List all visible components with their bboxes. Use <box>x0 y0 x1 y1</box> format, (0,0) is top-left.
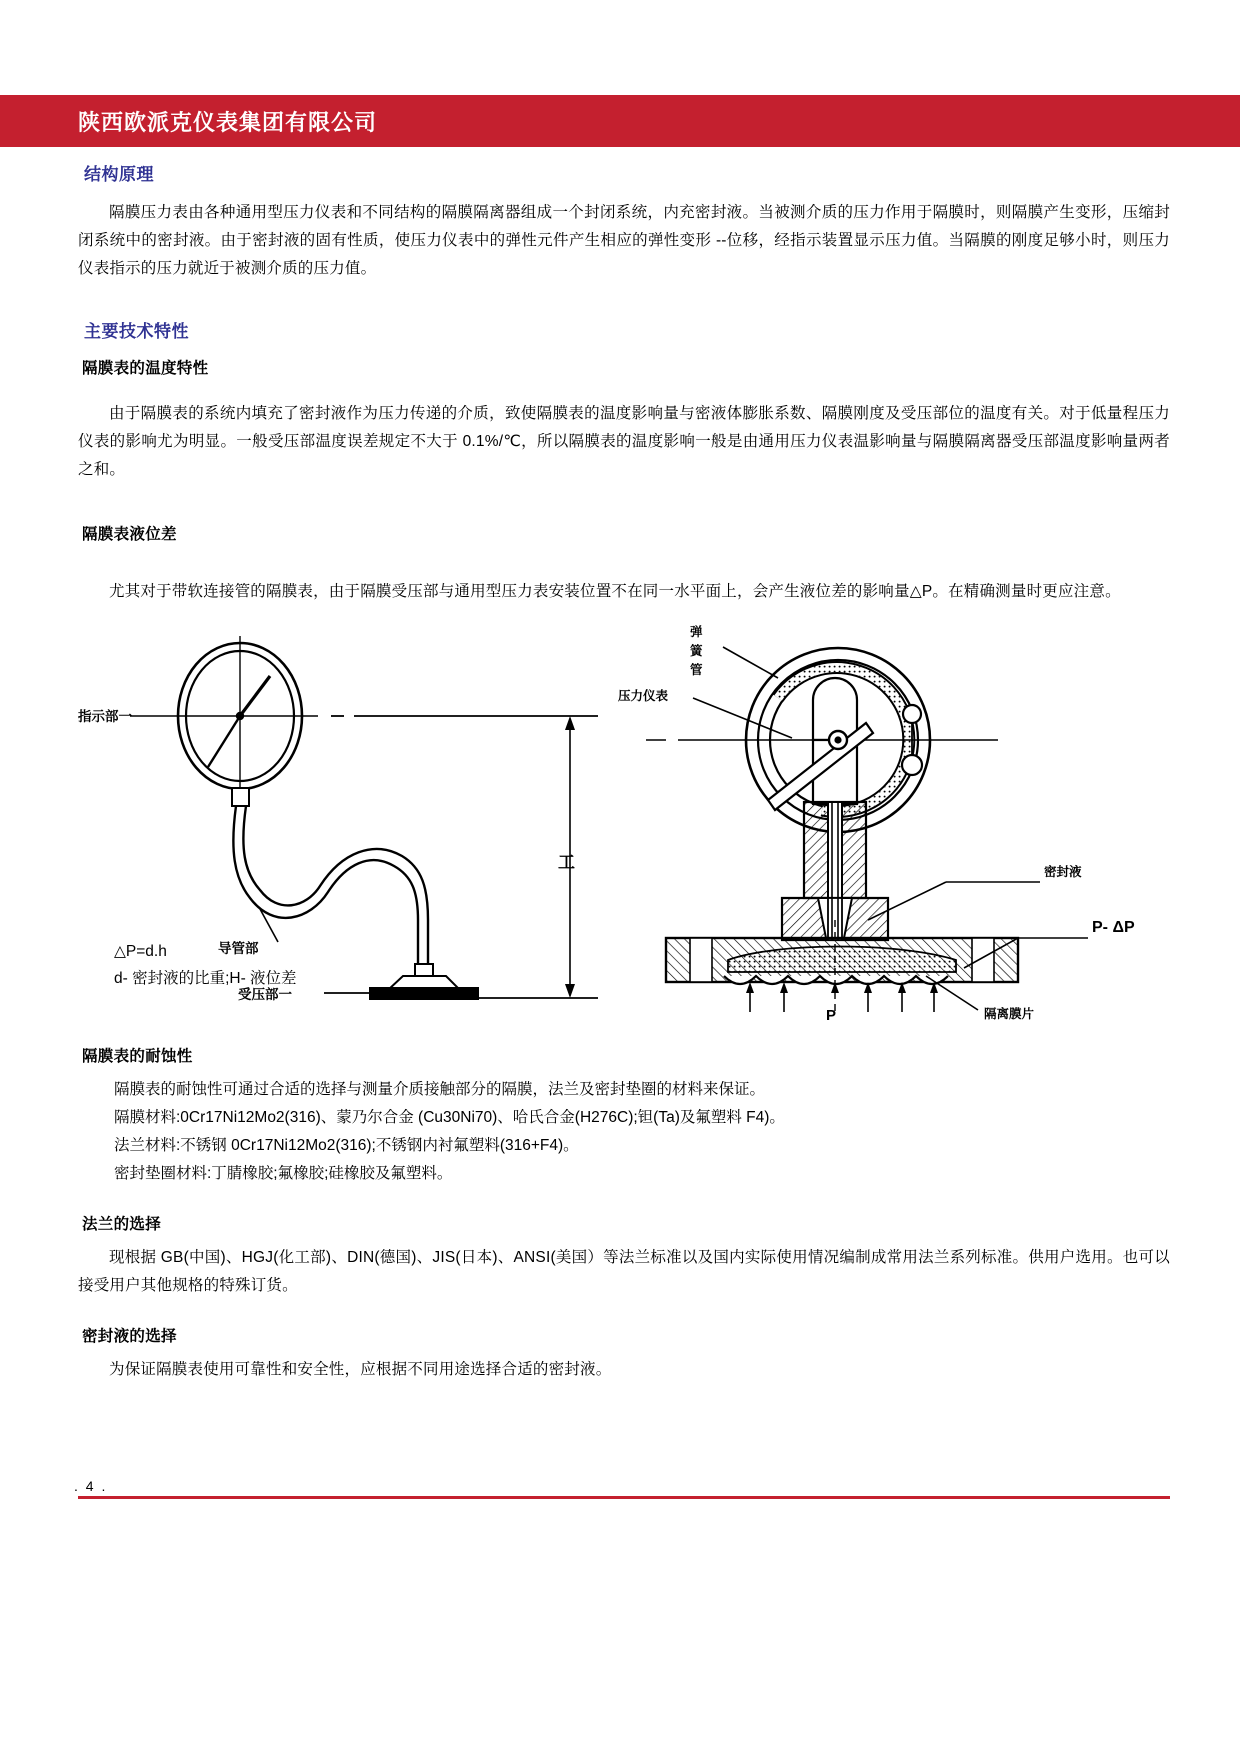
label-indicator-part: 指示部一 <box>78 709 132 724</box>
label-p-minus-delta-p: P- ΔP <box>1092 919 1135 936</box>
corrosion-line-2: 隔膜材料:0Cr17Ni12Mo2(316)、蒙乃尔合金 (Cu30Ni70)、哈氏合金(H276C);钽(Ta)及氟塑料 F4)。 <box>114 1109 785 1126</box>
footer-rule <box>78 1496 1170 1499</box>
label-pressure-gauge: 压力仪表 <box>618 689 669 703</box>
label-seal-liquid: 密封液 <box>1044 865 1082 879</box>
section-main-tech <box>78 317 1170 606</box>
page-number: . 4 . <box>74 1478 113 1494</box>
label-p: P <box>826 1007 837 1020</box>
section-title-main-tech: 主要技术特性 <box>84 322 189 341</box>
label-capillary-part: 导管部 <box>218 941 259 956</box>
document-content <box>78 160 1170 1384</box>
label-pressure-part: 受压部一 <box>238 987 292 1002</box>
corrosion-line-3: 法兰材料:不锈钢 0Cr17Ni12Mo2(316);不锈钢内衬氟塑料(316+F4)。 <box>114 1137 579 1154</box>
paragraph-seal-liquid: 为保证隔膜表使用可靠性和安全性，应根据不同用途选择合适的密封液。 <box>109 1361 612 1378</box>
section-corrosion <box>78 1044 1170 1188</box>
section-structure-principle <box>78 160 1170 283</box>
label-spring-tube-char-3: 管 <box>690 663 703 677</box>
figure-caption-line-1: △P=d.h <box>114 943 167 960</box>
right-diagram <box>646 647 1088 1012</box>
corrosion-line-4: 密封垫圈材料:丁腈橡胶;氟橡胶;硅橡胶及氟塑料。 <box>114 1165 453 1182</box>
subsection-title-temperature: 隔膜表的温度特性 <box>82 360 209 377</box>
company-name: 陕西欧派克仪表集团有限公司 <box>78 109 378 135</box>
section-seal-liquid <box>78 1324 1170 1384</box>
paragraph-flange: 现根据 GB(中国)、HGJ(化工部)、DIN(德国)、JIS(日本)、ANSI(美国）等法兰标准以及国内实际使用情况编制成常用法兰系列标准。供用户选用。也可以接受用户其他规格的特殊订货。 <box>78 1249 1170 1294</box>
subsection-title-flange: 法兰的选择 <box>82 1216 162 1233</box>
corrosion-line-1: 隔膜表的耐蚀性可通过合适的选择与测量介质接触部分的隔膜，法兰及密封垫圈的材料来保证。 <box>114 1081 766 1098</box>
label-diaphragm-sheet: 隔离膜片 <box>984 1007 1035 1020</box>
paragraph-temperature: 由于隔膜表的系统内填充了密封液作为压力传递的介质，致使隔膜表的温度影响量与密液体膨胀系数、隔膜刚度及受压部位的温度有关。对于低量程压力仪表的影响尤为明显。一般受压部温度误差规定不大于 0.1%/℃，所以隔膜表的温度影响一般是由通用压力仪表温影响量与隔膜隔离器受压部温度影响量两者之和。 <box>78 405 1170 478</box>
label-dimension-h: 工 <box>558 853 575 872</box>
subsection-title-level-difference: 隔膜表液位差 <box>82 526 177 543</box>
paragraph-structure: 隔膜压力表由各种通用型压力仪表和不同结构的隔膜隔离器组成一个封闭系统，内充密封液。当被测介质的压力作用于隔膜时，则隔膜产生变形，压缩封闭系统中的密封液。由于密封液的固有性质，使压力仪表中的弹性元件产生相应的弹性变形 --位移，经指示装置显示压力值。当隔膜的刚度足够小时，则压力仪表指示的压力就近于被测介质的压力值。 <box>78 204 1170 277</box>
label-spring-tube-char-1: 弹 <box>690 625 703 639</box>
figure-caption-line-2: d- 密封液的比重;H- 液位差 <box>114 970 297 987</box>
label-spring-tube-char-2: 簧 <box>690 644 703 658</box>
subsection-title-seal-liquid: 密封液的选择 <box>82 1328 177 1345</box>
section-title-structure: 结构原理 <box>84 165 154 184</box>
subsection-title-corrosion: 隔膜表的耐蚀性 <box>82 1048 193 1065</box>
section-flange <box>78 1212 1170 1300</box>
header-band <box>0 95 1240 147</box>
diaphragm-gauge-figure <box>78 620 1170 1020</box>
paragraph-level-difference: 尤其对于带软连接管的隔膜表，由于隔膜受压部与通用型压力表安装位置不在同一水平面上，会产生液位差的影响量△P。在精确测量时更应注意。 <box>109 583 1121 600</box>
